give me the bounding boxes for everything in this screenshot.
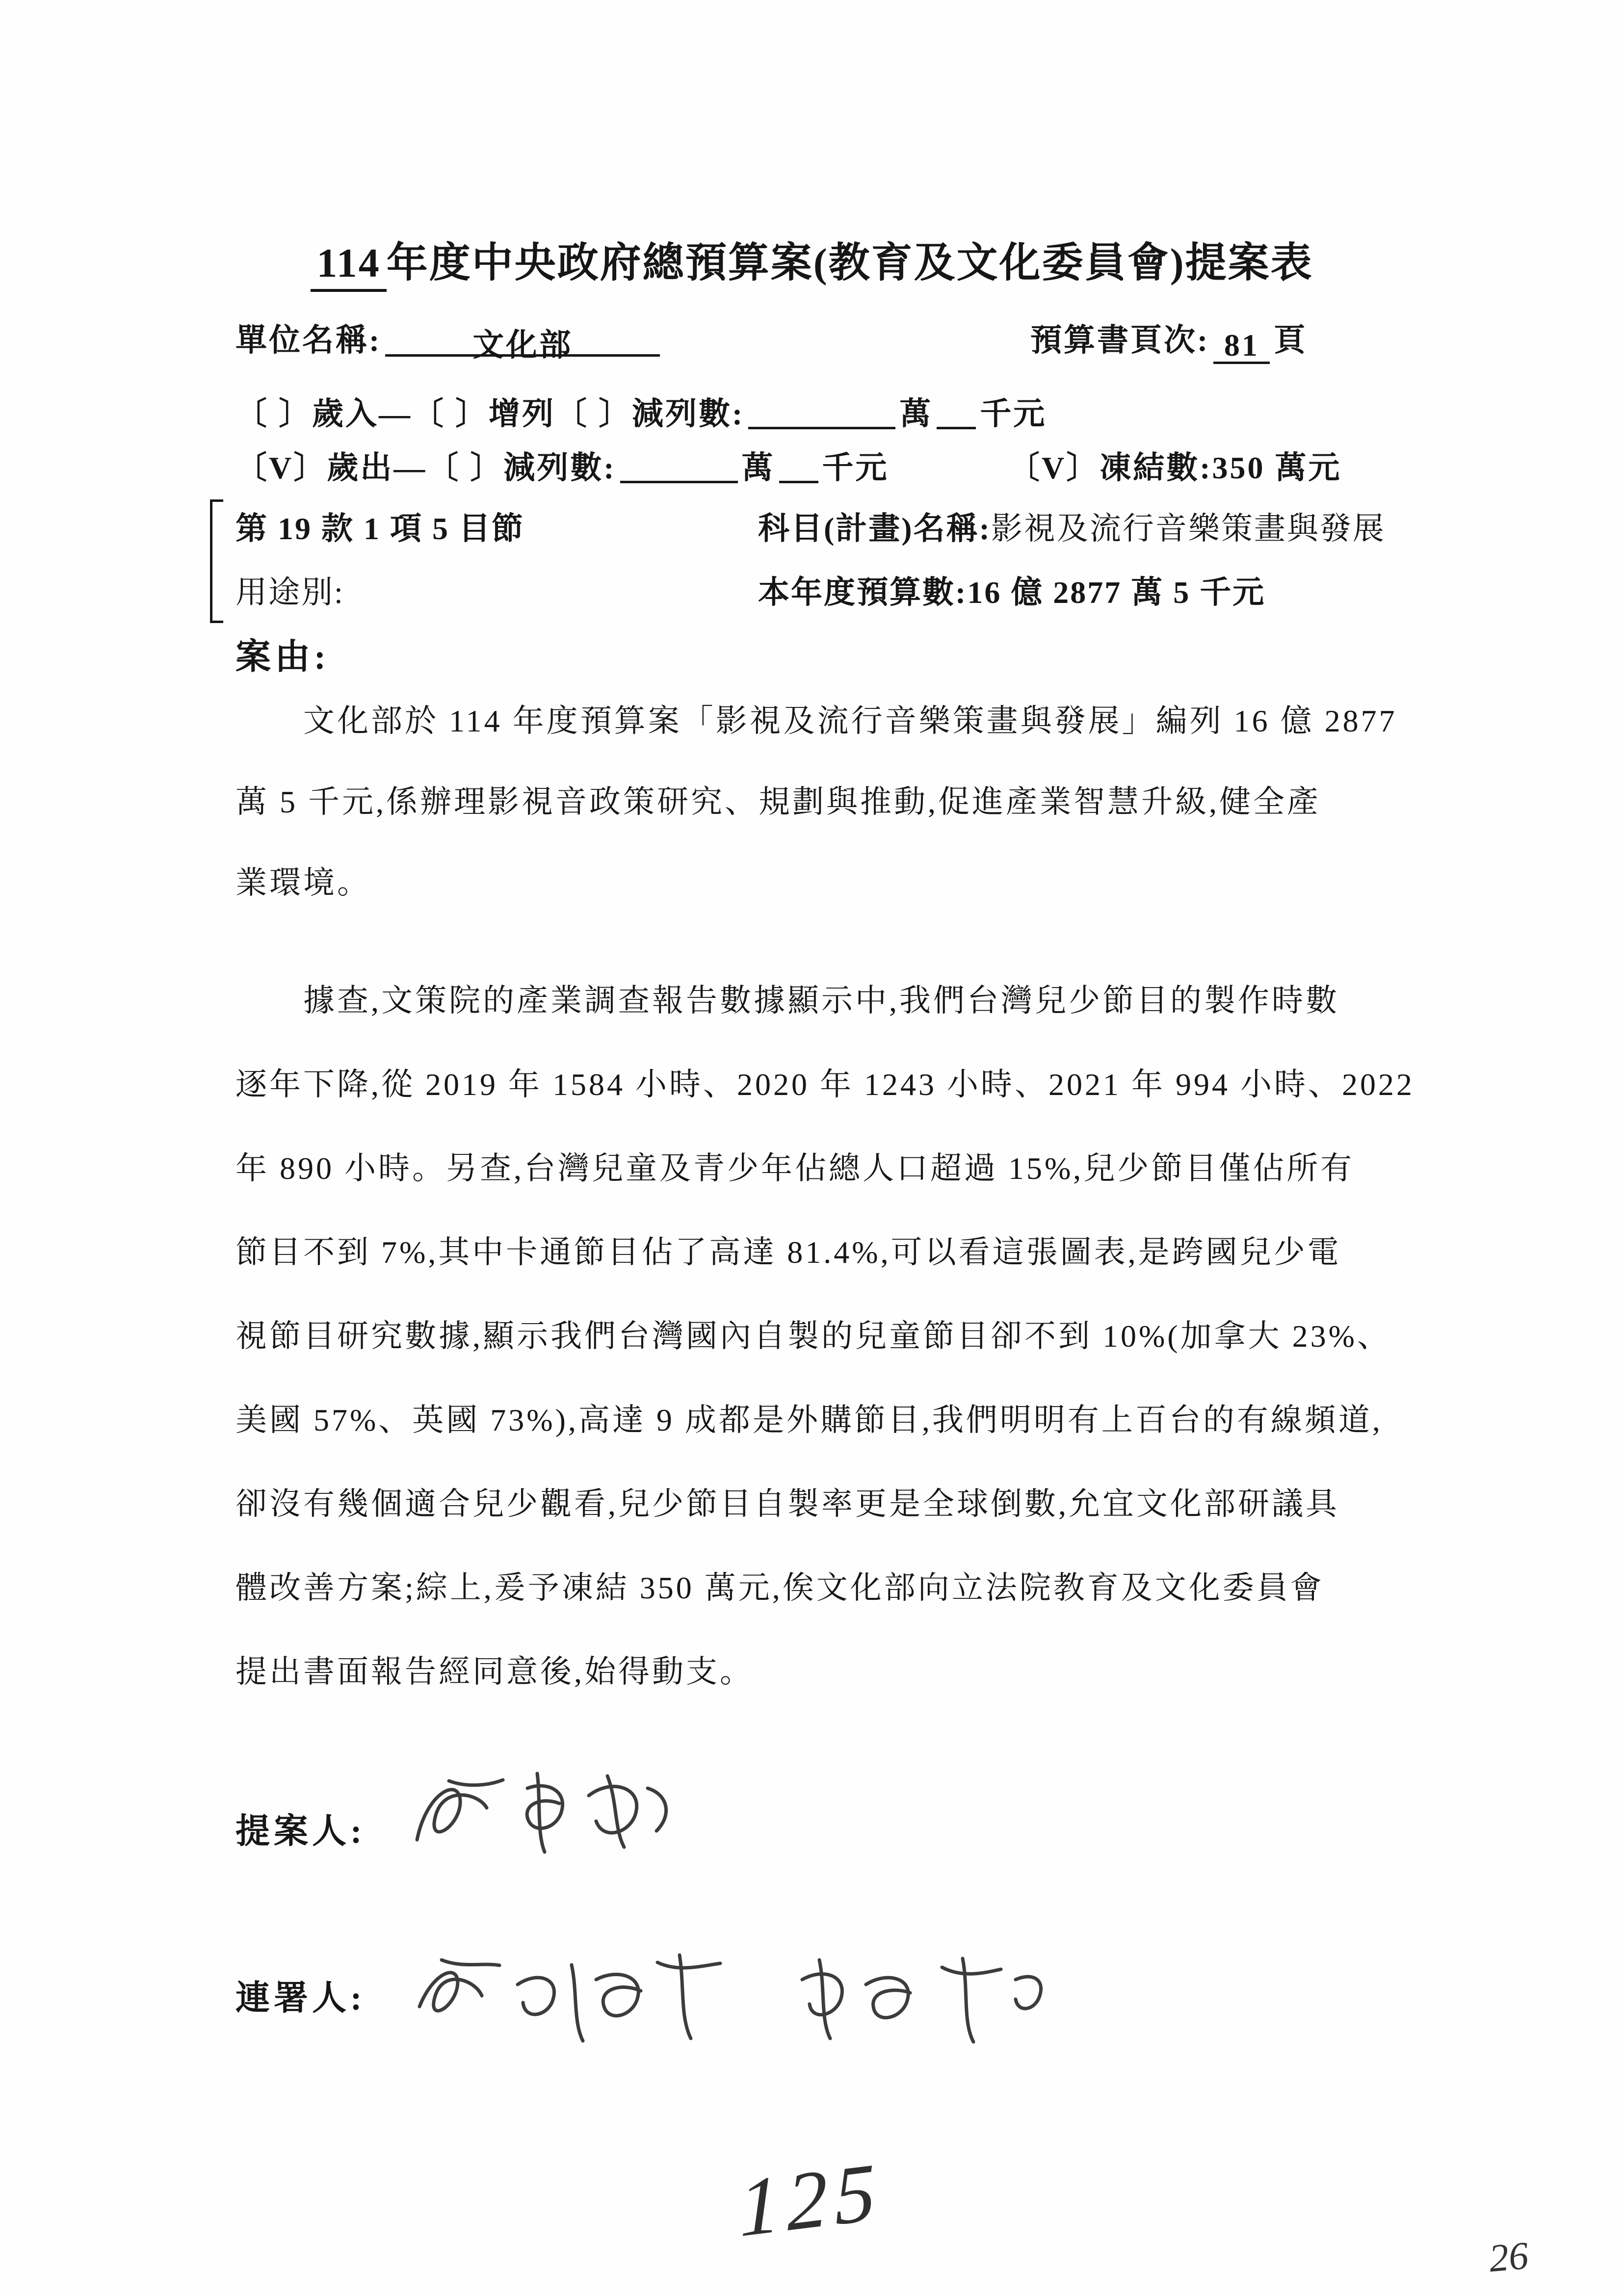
- income-amount-blank-2: [937, 392, 976, 429]
- outlay-amount-blank-2: [779, 446, 818, 483]
- freeze-value: 350 萬元: [1212, 450, 1342, 485]
- freeze-checked-checkbox-icon: 〔V〕: [1008, 450, 1100, 485]
- income-checkbox-icon: 〔 〕: [236, 396, 312, 431]
- left-brace-icon: [210, 499, 223, 623]
- paragraph-line: 萬 5 千元,係辦理影視音政策研究、規劃與推動,促進產業智慧升級,健全產: [236, 784, 1321, 819]
- income-amount-blank: [748, 392, 895, 429]
- proposer-label: 提案人:: [236, 1813, 366, 1851]
- outlay-label: 歲出: [327, 450, 394, 485]
- outlay-dash: —: [393, 450, 427, 485]
- title-year-number: 114: [311, 240, 386, 292]
- income-add-label: 增列: [489, 396, 555, 431]
- annual-budget-label: 本年度預算數:: [758, 575, 968, 610]
- budget-page-group: [1030, 315, 1307, 364]
- income-unit-qian: 千元: [980, 396, 1047, 431]
- outlay-cut-label: 減列數:: [503, 450, 616, 485]
- outlay-unit-qian: 千元: [822, 450, 889, 485]
- item-number: 第 19 款 1 項 5 目節: [236, 511, 524, 546]
- proposer-signature: [397, 1747, 692, 1869]
- account-group: [758, 503, 1386, 548]
- paragraph-line: 卻沒有幾個適合兒少觀看,兒少節目自製率更是全球倒數,允宜文化部研議具: [236, 1487, 1339, 1521]
- outlay-checked-checkbox-icon: 〔V〕: [236, 450, 327, 485]
- budget-item-section: [236, 503, 1438, 631]
- outlay-cut-checkbox-icon: 〔 〕: [427, 450, 504, 485]
- title-text: 年度中央政府總預算案(教育及文化委員會)提案表: [386, 240, 1313, 286]
- page-number-handwritten-corner: 26: [1487, 2234, 1530, 2281]
- paragraph-line: 美國 57%、英國 73%),高達 9 成都是外購節目,我們明明有上百台的有線頻道,: [236, 1403, 1383, 1437]
- cosigner-signature-2: [785, 1933, 1050, 2051]
- paragraph-line: 體改善方案;綜上,爰予凍結 350 萬元,俟文化部向立法院教育及文化委員會: [236, 1570, 1324, 1605]
- paragraph-line: 視節目研究數據,顯示我們台灣國內自製的兒童節目卻不到 10%(加拿大 23%、: [236, 1319, 1391, 1354]
- paragraph-line: 業環境。: [236, 865, 371, 900]
- paragraph-line: 據查,文策院的產業調查報告數據顯示中,我們台灣兒少節目的製作時數: [303, 983, 1339, 1018]
- unit-name-label: 單位名稱:: [236, 323, 382, 358]
- unit-name-value: 文化部: [472, 328, 573, 363]
- paragraph-line: 提出書面報告經同意後,始得動支。: [236, 1654, 754, 1689]
- unit-name-row: [236, 315, 1438, 363]
- budget-page-unit: 頁: [1274, 323, 1308, 358]
- outlay-amount-blank: [620, 446, 738, 483]
- cosigner-signature-1: [402, 1923, 736, 2061]
- case-heading: 案由:: [236, 637, 330, 677]
- income-dash: —: [379, 396, 412, 431]
- budget-item-line-2: [236, 567, 1438, 631]
- account-name-label: 科目(計畫)名稱:: [758, 511, 991, 546]
- paragraph-line: 逐年下降,從 2019 年 1584 小時、2020 年 1243 小時、2021 年 994 小時、2022: [236, 1067, 1414, 1102]
- case-paragraph-1: [236, 696, 1433, 939]
- income-unit-wan: 萬: [899, 396, 933, 431]
- cosigner-label: 連署人:: [236, 1980, 366, 2017]
- freeze-label: 凍結數:: [1100, 450, 1212, 485]
- paragraph-line: 年 890 小時。另查,台灣兒童及青少年佔總人口超過 15%,兒少節目僅佔所有: [236, 1151, 1355, 1186]
- paragraph-line: 節目不到 7%,其中卡通節目佔了高達 81.4%,可以看這張圖表,是跨國兒少電: [236, 1235, 1341, 1270]
- paragraph-line: 文化部於 114 年度預算案「影視及流行音樂策畫與發展」編列 16 億 2877: [303, 704, 1397, 738]
- annual-budget-group: [758, 567, 1265, 612]
- page-number-handwritten-center: 125: [737, 2145, 884, 2255]
- income-add-checkbox-icon: 〔 〕: [412, 396, 489, 431]
- budget-item-line-1: [236, 503, 1438, 567]
- unit-name-value-blank: [385, 320, 660, 363]
- usage-type-label: 用途別:: [236, 575, 344, 610]
- income-label: 歲入: [312, 396, 379, 431]
- budget-page-number-blank: [1213, 327, 1270, 364]
- income-cut-checkbox-icon: 〔 〕: [555, 396, 632, 431]
- outlay-unit-wan: 萬: [741, 450, 775, 485]
- outlay-row: [236, 443, 1438, 488]
- account-name-value: 影視及流行音樂策畫與發展: [991, 511, 1386, 546]
- income-row: [236, 389, 1438, 434]
- case-paragraph-2: [236, 975, 1433, 1730]
- freeze-group: [1008, 443, 1342, 488]
- budget-page-number: 81: [1224, 328, 1259, 363]
- annual-budget-value: 16 億 2877 萬 5 千元: [967, 575, 1266, 610]
- budget-page-label: 預算書頁次:: [1030, 323, 1210, 358]
- income-cut-label: 減列數:: [632, 396, 745, 431]
- document-title: [0, 230, 1624, 289]
